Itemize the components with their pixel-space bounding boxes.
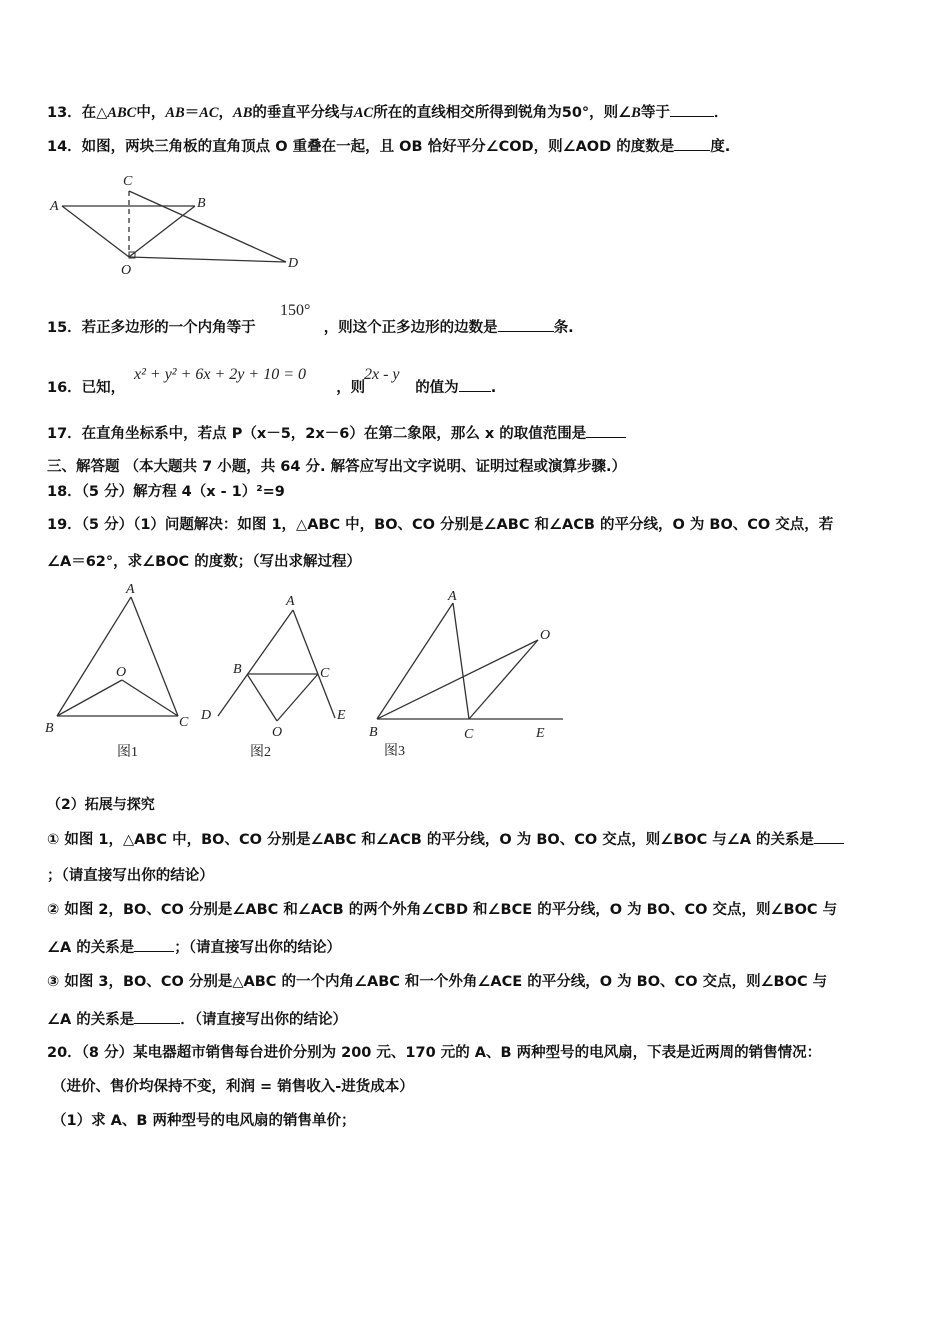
question-19-line1: 19．（5 分）（1）问题解决：如图 1，△ABC 中，BO、CO 分别是∠ABC 和∠ACB 的平分线，O 为 BO、CO 交点，若 xyxy=(47,517,834,533)
math-equation: x² + y² + 6x + 2y + 10 = 0 xyxy=(134,366,306,383)
label-o: O xyxy=(121,263,132,278)
part2-item3-text: ．（请直接写出你的结论） xyxy=(180,1012,348,1028)
line-ob xyxy=(129,206,195,257)
q13-text: 所在的直线相交所得到锐角为50°，则∠ xyxy=(373,105,632,121)
label-b: B xyxy=(233,662,242,677)
figure-q14 xyxy=(40,170,310,280)
question-14 xyxy=(47,136,730,157)
label-b: B xyxy=(197,196,206,211)
label-c: C xyxy=(123,174,133,189)
label-e: E xyxy=(536,726,545,741)
part2-item1-line2: ；（请直接写出你的结论） xyxy=(47,868,214,884)
caption-fig3: 图3 xyxy=(384,744,405,759)
label-a: A xyxy=(50,199,59,214)
part2-item2-line2 xyxy=(47,937,341,958)
caption-fig1: 图1 xyxy=(117,745,138,760)
label-b: B xyxy=(45,721,54,736)
label-c: C xyxy=(179,715,189,730)
label-o: O xyxy=(272,725,283,740)
q13-text: 中， xyxy=(136,105,166,121)
q13-text: ． xyxy=(713,105,729,121)
figure-1 xyxy=(40,582,200,762)
line-co xyxy=(122,680,178,716)
side-ab xyxy=(57,597,131,716)
q13-math: B xyxy=(631,105,641,121)
part2-item2-text: ；（请直接写出你的结论） xyxy=(174,940,342,956)
side-ab xyxy=(377,603,453,719)
part2-item2-text: ∠A 的关系是 xyxy=(47,940,135,956)
label-e: E xyxy=(337,708,346,723)
q16-text: 16．已知， xyxy=(47,380,126,396)
answer-blank[interactable] xyxy=(586,423,626,438)
q13-text: 的垂直平分线与 xyxy=(252,105,354,121)
part2-item1-text: ① 如图 1，△ABC 中，BO、CO 分别是∠ABC 和∠ACB 的平分线，O 为 BO、CO 交点，则∠BOC 与∠A 的关系是 xyxy=(47,832,815,848)
side-ac xyxy=(453,603,469,719)
q13-math: △ABC xyxy=(96,105,137,121)
q16-tail: . xyxy=(490,380,497,396)
q16-text: 的值为 xyxy=(415,380,459,396)
caption-fig2: 图2 xyxy=(250,745,271,760)
label-a: A xyxy=(286,594,295,609)
question-13 xyxy=(47,102,728,123)
label-a: A xyxy=(126,582,135,597)
line-od xyxy=(129,257,286,262)
line-co xyxy=(277,674,318,721)
q13-math: AB xyxy=(165,105,185,121)
label-d: D xyxy=(288,256,299,271)
line-bo xyxy=(377,640,538,719)
question-17 xyxy=(47,423,626,444)
q15-text: ，则这个正多边形的边数是 xyxy=(323,320,498,336)
figure-2 xyxy=(196,588,366,758)
q13-text: ， xyxy=(218,105,234,121)
question-19-line2: ∠A＝62°，求∠BOC 的度数；（写出求解过程） xyxy=(47,554,361,570)
q13-math: AC xyxy=(199,105,219,121)
line-co xyxy=(469,640,538,719)
question-20-line3: （1）求 A、B 两种型号的电风扇的销售单价； xyxy=(52,1113,356,1129)
math-150-degrees: 150° xyxy=(280,302,311,319)
q13-math: AC xyxy=(353,105,374,121)
answer-blank[interactable] xyxy=(814,829,844,844)
question-20-line2: （进价、售价均保持不变，利润 = 销售收入-进货成本） xyxy=(52,1079,414,1095)
part2-item2-line1: ② 如图 2，BO、CO 分别是∠ABC 和∠ACB 的两个外角∠CBD 和∠BCE 的平分线，O 为 BO、CO 交点，则∠BOC 与 xyxy=(47,902,838,918)
line-cd xyxy=(129,191,286,262)
q14-tail: 度. xyxy=(710,139,731,155)
line-ae xyxy=(293,610,335,718)
part2-item3-text: ∠A 的关系是 xyxy=(47,1012,135,1028)
part2-item3-line2 xyxy=(47,1009,347,1030)
line-bo xyxy=(57,680,122,716)
label-d: D xyxy=(201,708,212,723)
side-ac xyxy=(131,597,178,716)
answer-blank[interactable] xyxy=(498,317,554,332)
answer-blank[interactable] xyxy=(670,102,714,117)
q15-tail: 条. xyxy=(553,320,574,336)
label-a: A xyxy=(448,589,457,604)
label-o: O xyxy=(116,665,127,680)
q15-text: 15．若正多边形的一个内角等于 xyxy=(47,320,256,336)
answer-blank[interactable] xyxy=(459,377,491,392)
question-15 xyxy=(47,317,574,338)
q16-text: ，则 xyxy=(336,380,366,396)
question-20-line1: 20．（8 分）某电器超市销售每台进价分别为 200 元、170 元的 A、B 两种型号的电风扇，下表是近两周的销售情况： xyxy=(47,1045,822,1061)
label-c: C xyxy=(464,727,474,742)
q13-text: 等于 xyxy=(640,105,670,121)
q13-text: 13．在 xyxy=(47,105,97,121)
figure-3 xyxy=(365,584,575,760)
part2-item1-line1 xyxy=(47,829,844,850)
line-ad xyxy=(218,610,293,716)
label-c: C xyxy=(320,666,330,681)
line-bo xyxy=(247,674,277,721)
q14-text: 14．如图，两块三角板的直角顶点 O 重叠在一起，且 OB 恰好平分∠COD，则∠AOD 的度数是 xyxy=(47,139,675,155)
q13-text: ＝ xyxy=(184,105,200,121)
answer-blank[interactable] xyxy=(134,937,174,952)
answer-blank[interactable] xyxy=(134,1009,180,1024)
q17-text: 17．在直角坐标系中，若点 P（x－5，2x－6）在第二象限，那么 x 的取值范围是 xyxy=(47,426,587,442)
line-ao xyxy=(62,206,129,257)
math-expression: 2x - y xyxy=(364,366,400,383)
label-o: O xyxy=(540,628,551,643)
question-18: 18．（5 分）解方程 4（x - 1）²=9 xyxy=(47,484,285,500)
label-b: B xyxy=(369,725,378,740)
q13-math: AB xyxy=(233,105,253,121)
answer-blank[interactable] xyxy=(674,136,710,151)
part2-title: （2）拓展与探究 xyxy=(47,797,155,813)
part2-item3-line1: ③ 如图 3，BO、CO 分别是△ABC 的一个内角∠ABC 和一个外角∠ACE 的平分线，O 为 BO、CO 交点，则∠BOC 与 xyxy=(47,974,828,990)
section-heading: 三、解答题 （本大题共 7 小题，共 64 分. 解答应写出文字说明、证明过程或演算步骤.） xyxy=(47,459,627,475)
